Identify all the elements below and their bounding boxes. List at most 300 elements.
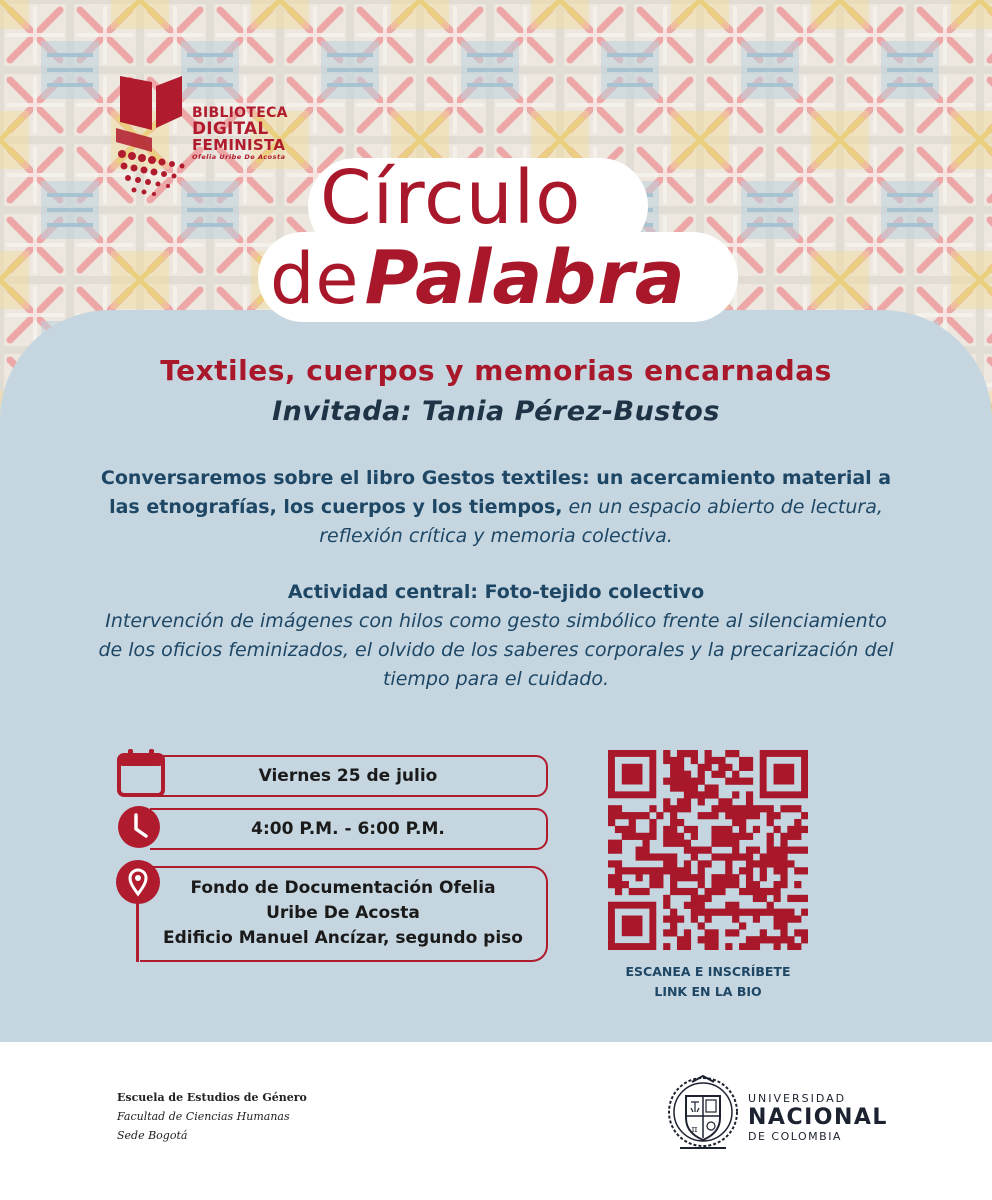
qr-caption-line-2: LINK EN LA BIO (654, 984, 762, 999)
qr-module (705, 791, 712, 798)
qr-module (725, 833, 732, 840)
qr-module (615, 805, 622, 812)
qr-module (732, 778, 739, 785)
qr-module (636, 867, 643, 874)
qr-module (656, 853, 663, 860)
qr-module (767, 860, 774, 867)
qr-module (649, 819, 656, 826)
qr-module (705, 847, 712, 854)
qr-module (698, 881, 705, 888)
event-subtitle: Textiles, cuerpos y memorias encarnadas (160, 354, 832, 387)
qr-module (711, 771, 718, 778)
qr-module (622, 812, 629, 819)
qr-module (739, 778, 746, 785)
qr-module (767, 805, 774, 812)
qr-module (684, 874, 691, 881)
qr-module (746, 943, 753, 950)
location-pin-icon (114, 858, 162, 906)
qr-module (801, 867, 808, 874)
qr-module (684, 778, 691, 785)
qr-module (691, 778, 698, 785)
qr-module (691, 847, 698, 854)
qr-module (629, 812, 636, 819)
qr-module (670, 819, 677, 826)
qr-module (663, 778, 670, 785)
qr-module (746, 867, 753, 874)
qr-module (739, 888, 746, 895)
footer-school (117, 1088, 307, 1145)
qr-module (753, 888, 760, 895)
qr-module (691, 784, 698, 791)
qr-module (649, 805, 656, 812)
qr-module (732, 909, 739, 916)
qr-module (746, 860, 753, 867)
qr-module (794, 847, 801, 854)
qr-module (767, 819, 774, 826)
qr-module (698, 895, 705, 902)
qr-module (684, 847, 691, 854)
qr-module (698, 922, 705, 929)
qr-module (663, 943, 670, 950)
qr-module (787, 833, 794, 840)
qr-module (642, 853, 649, 860)
qr-module (663, 833, 670, 840)
qr-module (732, 771, 739, 778)
qr-module (718, 805, 725, 812)
qr-module (663, 853, 670, 860)
qr-module (622, 881, 629, 888)
qr-module (677, 874, 684, 881)
qr-module (718, 798, 725, 805)
qr-module (711, 812, 718, 819)
qr-module (774, 909, 781, 916)
qr-module (705, 929, 712, 936)
qr-module (753, 847, 760, 854)
qr-module (780, 936, 787, 943)
qr-module (780, 922, 787, 929)
qr-module (629, 867, 636, 874)
qr-module (801, 936, 808, 943)
qr-module (663, 860, 670, 867)
qr-module (787, 895, 794, 902)
qr-module (663, 757, 670, 764)
qr-module (670, 812, 677, 819)
qr-module (677, 936, 684, 943)
qr-module (739, 764, 746, 771)
qr-module (801, 929, 808, 936)
qr-module (622, 867, 629, 874)
qr-module (663, 902, 670, 909)
qr-module (698, 847, 705, 854)
qr-finder-center (622, 764, 643, 785)
qr-module (746, 812, 753, 819)
qr-module (753, 805, 760, 812)
qr-module (698, 902, 705, 909)
qr-module (767, 853, 774, 860)
qr-module (725, 826, 732, 833)
qr-code[interactable] (608, 750, 808, 950)
qr-module (711, 874, 718, 881)
title-line-1: Círculo (320, 155, 582, 241)
qr-module (780, 929, 787, 936)
qr-module (615, 840, 622, 847)
qr-module (780, 881, 787, 888)
logo-line-4: Ofelia Uribe De Acosta (192, 153, 286, 161)
qr-module (698, 812, 705, 819)
qr-module (711, 784, 718, 791)
qr-module (670, 826, 677, 833)
qr-module (622, 826, 629, 833)
logo-line-2: DIGITAL (192, 119, 269, 139)
qr-module (767, 847, 774, 854)
qr-module (698, 909, 705, 916)
qr-module (780, 833, 787, 840)
place-line-1: Fondo de Documentación Ofelia (190, 878, 496, 898)
qr-module (642, 888, 649, 895)
qr-module (739, 826, 746, 833)
qr-module (698, 867, 705, 874)
qr-module (718, 833, 725, 840)
qr-module (760, 909, 767, 916)
qr-module (684, 791, 691, 798)
qr-module (608, 812, 615, 819)
qr-module (698, 771, 705, 778)
qr-module (760, 805, 767, 812)
qr-module (718, 874, 725, 881)
qr-module (725, 881, 732, 888)
qr-module (629, 826, 636, 833)
qr-module (739, 909, 746, 916)
qr-module (725, 929, 732, 936)
event-date: Viernes 25 de julio (258, 766, 438, 786)
qr-module (732, 840, 739, 847)
qr-module (718, 826, 725, 833)
qr-module (705, 764, 712, 771)
qr-module (774, 881, 781, 888)
qr-module (746, 805, 753, 812)
qr-module (705, 860, 712, 867)
qr-module (780, 909, 787, 916)
qr-module (636, 812, 643, 819)
qr-module (794, 881, 801, 888)
qr-module (732, 874, 739, 881)
description-bold: Conversaremos sobre el libro Gestos textiles: un acercamiento material a las etnografías, los cuerpos y los tiempos, (100, 467, 892, 518)
qr-module (718, 853, 725, 860)
qr-module (787, 847, 794, 854)
qr-module (780, 805, 787, 812)
qr-module (725, 798, 732, 805)
qr-module (663, 805, 670, 812)
activity-body: Intervención de imágenes con hilos como gesto simbólico frente al silenciamiento de los oficios feminizados, el olvido de los saberes corporales y la precarización del tiempo para el cuidado. (98, 610, 894, 690)
qr-module (691, 833, 698, 840)
qr-module (711, 888, 718, 895)
qr-module (608, 860, 615, 867)
qr-module (760, 936, 767, 943)
qr-module (780, 916, 787, 923)
qr-module (670, 840, 677, 847)
university-line-2: NACIONAL (748, 1105, 888, 1130)
qr-module (663, 840, 670, 847)
qr-module (615, 860, 622, 867)
qr-module (753, 812, 760, 819)
qr-module (684, 805, 691, 812)
qr-module (684, 798, 691, 805)
qr-module (677, 784, 684, 791)
qr-module (780, 840, 787, 847)
qr-module (670, 867, 677, 874)
footer-line-2: Facultad de Ciencias Humanas (117, 1110, 290, 1123)
qr-module (691, 874, 698, 881)
place-box-edge (136, 900, 139, 962)
qr-module (698, 798, 705, 805)
qr-module (636, 888, 643, 895)
qr-module (725, 853, 732, 860)
qr-module (725, 909, 732, 916)
qr-module (705, 812, 712, 819)
qr-module (670, 909, 677, 916)
qr-module (739, 943, 746, 950)
qr-module (718, 888, 725, 895)
qr-module (732, 929, 739, 936)
qr-module (787, 943, 794, 950)
university-line-3: DE COLOMBIA (748, 1130, 842, 1143)
qr-module (691, 750, 698, 757)
qr-module (801, 826, 808, 833)
qr-module (746, 757, 753, 764)
qr-module (774, 922, 781, 929)
qr-module (622, 833, 629, 840)
qr-module (691, 757, 698, 764)
qr-module (663, 867, 670, 874)
qr-module (767, 902, 774, 909)
qr-module (663, 826, 670, 833)
qr-module (670, 833, 677, 840)
event-place (140, 868, 546, 951)
qr-module (739, 819, 746, 826)
qr-module (787, 805, 794, 812)
clock-icon (116, 804, 162, 850)
qr-module (753, 909, 760, 916)
qr-module (642, 840, 649, 847)
qr-module (670, 757, 677, 764)
qr-module (705, 916, 712, 923)
qr-module (774, 847, 781, 854)
qr-module (698, 764, 705, 771)
qr-module (636, 847, 643, 854)
qr-module (684, 936, 691, 943)
qr-module (760, 874, 767, 881)
qr-module (732, 833, 739, 840)
description-italic: en un espacio abierto de lectura, reflexión crítica y memoria colectiva. (319, 496, 883, 547)
qr-module (663, 798, 670, 805)
qr-module (615, 867, 622, 874)
qr-module (656, 812, 663, 819)
qr-module (774, 826, 781, 833)
qr-module (787, 826, 794, 833)
qr-module (732, 847, 739, 854)
book-logo-icon (112, 72, 188, 200)
qr-module (670, 784, 677, 791)
qr-module (767, 840, 774, 847)
qr-module (691, 791, 698, 798)
qr-module (656, 874, 663, 881)
place-line-2: Uribe De Acosta (266, 903, 420, 923)
qr-module (677, 916, 684, 923)
qr-module (677, 771, 684, 778)
qr-module (739, 805, 746, 812)
qr-module (711, 840, 718, 847)
qr-module (649, 874, 656, 881)
qr-module (801, 895, 808, 902)
qr-module (725, 764, 732, 771)
qr-module (746, 909, 753, 916)
qr-module (760, 888, 767, 895)
qr-module (698, 791, 705, 798)
qr-module (677, 750, 684, 757)
activity-heading: Actividad central: Foto-tejido colectivo (287, 581, 705, 603)
qr-module (670, 881, 677, 888)
qr-module (725, 812, 732, 819)
qr-module (698, 936, 705, 943)
qr-module (705, 909, 712, 916)
qr-module (684, 867, 691, 874)
qr-module (725, 860, 732, 867)
qr-module (615, 812, 622, 819)
qr-module (711, 909, 718, 916)
qr-module (705, 750, 712, 757)
qr-module (670, 874, 677, 881)
qr-module (718, 757, 725, 764)
qr-module (677, 867, 684, 874)
qr-module (684, 902, 691, 909)
qr-module (615, 847, 622, 854)
qr-module (760, 860, 767, 867)
qr-module (767, 936, 774, 943)
qr-module (718, 881, 725, 888)
qr-module (677, 764, 684, 771)
qr-module (767, 909, 774, 916)
qr-module (608, 881, 615, 888)
university-logo (666, 1072, 896, 1162)
qr-module (780, 860, 787, 867)
qr-module (677, 805, 684, 812)
qr-module (670, 916, 677, 923)
qr-module (780, 847, 787, 854)
qr-module (615, 826, 622, 833)
qr-module (684, 750, 691, 757)
qr-module (794, 805, 801, 812)
qr-module (801, 812, 808, 819)
qr-module (691, 902, 698, 909)
qr-module (691, 916, 698, 923)
qr-module (732, 750, 739, 757)
qr-module (732, 791, 739, 798)
title-line-2 (270, 232, 686, 344)
qr-module (774, 936, 781, 943)
qr-module (670, 778, 677, 785)
qr-module (753, 881, 760, 888)
qr-module (677, 757, 684, 764)
qr-module (801, 909, 808, 916)
qr-module (636, 874, 643, 881)
qr-module (642, 833, 649, 840)
qr-module (691, 909, 698, 916)
qr-module (780, 867, 787, 874)
qr-module (670, 764, 677, 771)
qr-module (698, 874, 705, 881)
qr-module (608, 847, 615, 854)
qr-module (711, 936, 718, 943)
qr-module (725, 874, 732, 881)
qr-module (787, 909, 794, 916)
qr-module (684, 929, 691, 936)
qr-module (774, 860, 781, 867)
qr-module (774, 943, 781, 950)
title-palabra: Palabra (364, 235, 686, 321)
qr-module (670, 888, 677, 895)
qr-module (739, 867, 746, 874)
description (96, 464, 896, 551)
qr-caption-line-1: ESCANEA E INSCRÍBETE (625, 964, 791, 979)
qr-module (774, 812, 781, 819)
qr-module (698, 860, 705, 867)
qr-module (753, 943, 760, 950)
qr-module (711, 791, 718, 798)
qr-module (732, 812, 739, 819)
qr-module (794, 943, 801, 950)
qr-module (746, 833, 753, 840)
qr-module (732, 819, 739, 826)
university-name (748, 1092, 888, 1144)
qr-module (801, 847, 808, 854)
qr-module (656, 881, 663, 888)
qr-module (636, 853, 643, 860)
qr-module (753, 860, 760, 867)
footer-line-3: Sede Bogotá (117, 1129, 188, 1142)
qr-module (608, 805, 615, 812)
qr-module (746, 847, 753, 854)
qr-module (753, 895, 760, 902)
date-box (150, 755, 548, 797)
qr-module (739, 853, 746, 860)
qr-module (753, 826, 760, 833)
qr-module (670, 805, 677, 812)
qr-module (705, 757, 712, 764)
qr-module (649, 881, 656, 888)
qr-module (739, 833, 746, 840)
qr-module (711, 805, 718, 812)
qr-module (760, 929, 767, 936)
qr-module (642, 812, 649, 819)
qr-module (663, 929, 670, 936)
qr-module (608, 819, 615, 826)
qr-module (774, 853, 781, 860)
qr-module (794, 916, 801, 923)
qr-module (636, 833, 643, 840)
qr-module (705, 895, 712, 902)
qr-module (677, 840, 684, 847)
qr-module (705, 943, 712, 950)
qr-module (691, 853, 698, 860)
qr-module (698, 778, 705, 785)
qr-module (746, 798, 753, 805)
qr-module (718, 771, 725, 778)
time-box (150, 808, 548, 850)
qr-module (656, 867, 663, 874)
qr-module (746, 791, 753, 798)
qr-module (794, 819, 801, 826)
qr-module (774, 916, 781, 923)
